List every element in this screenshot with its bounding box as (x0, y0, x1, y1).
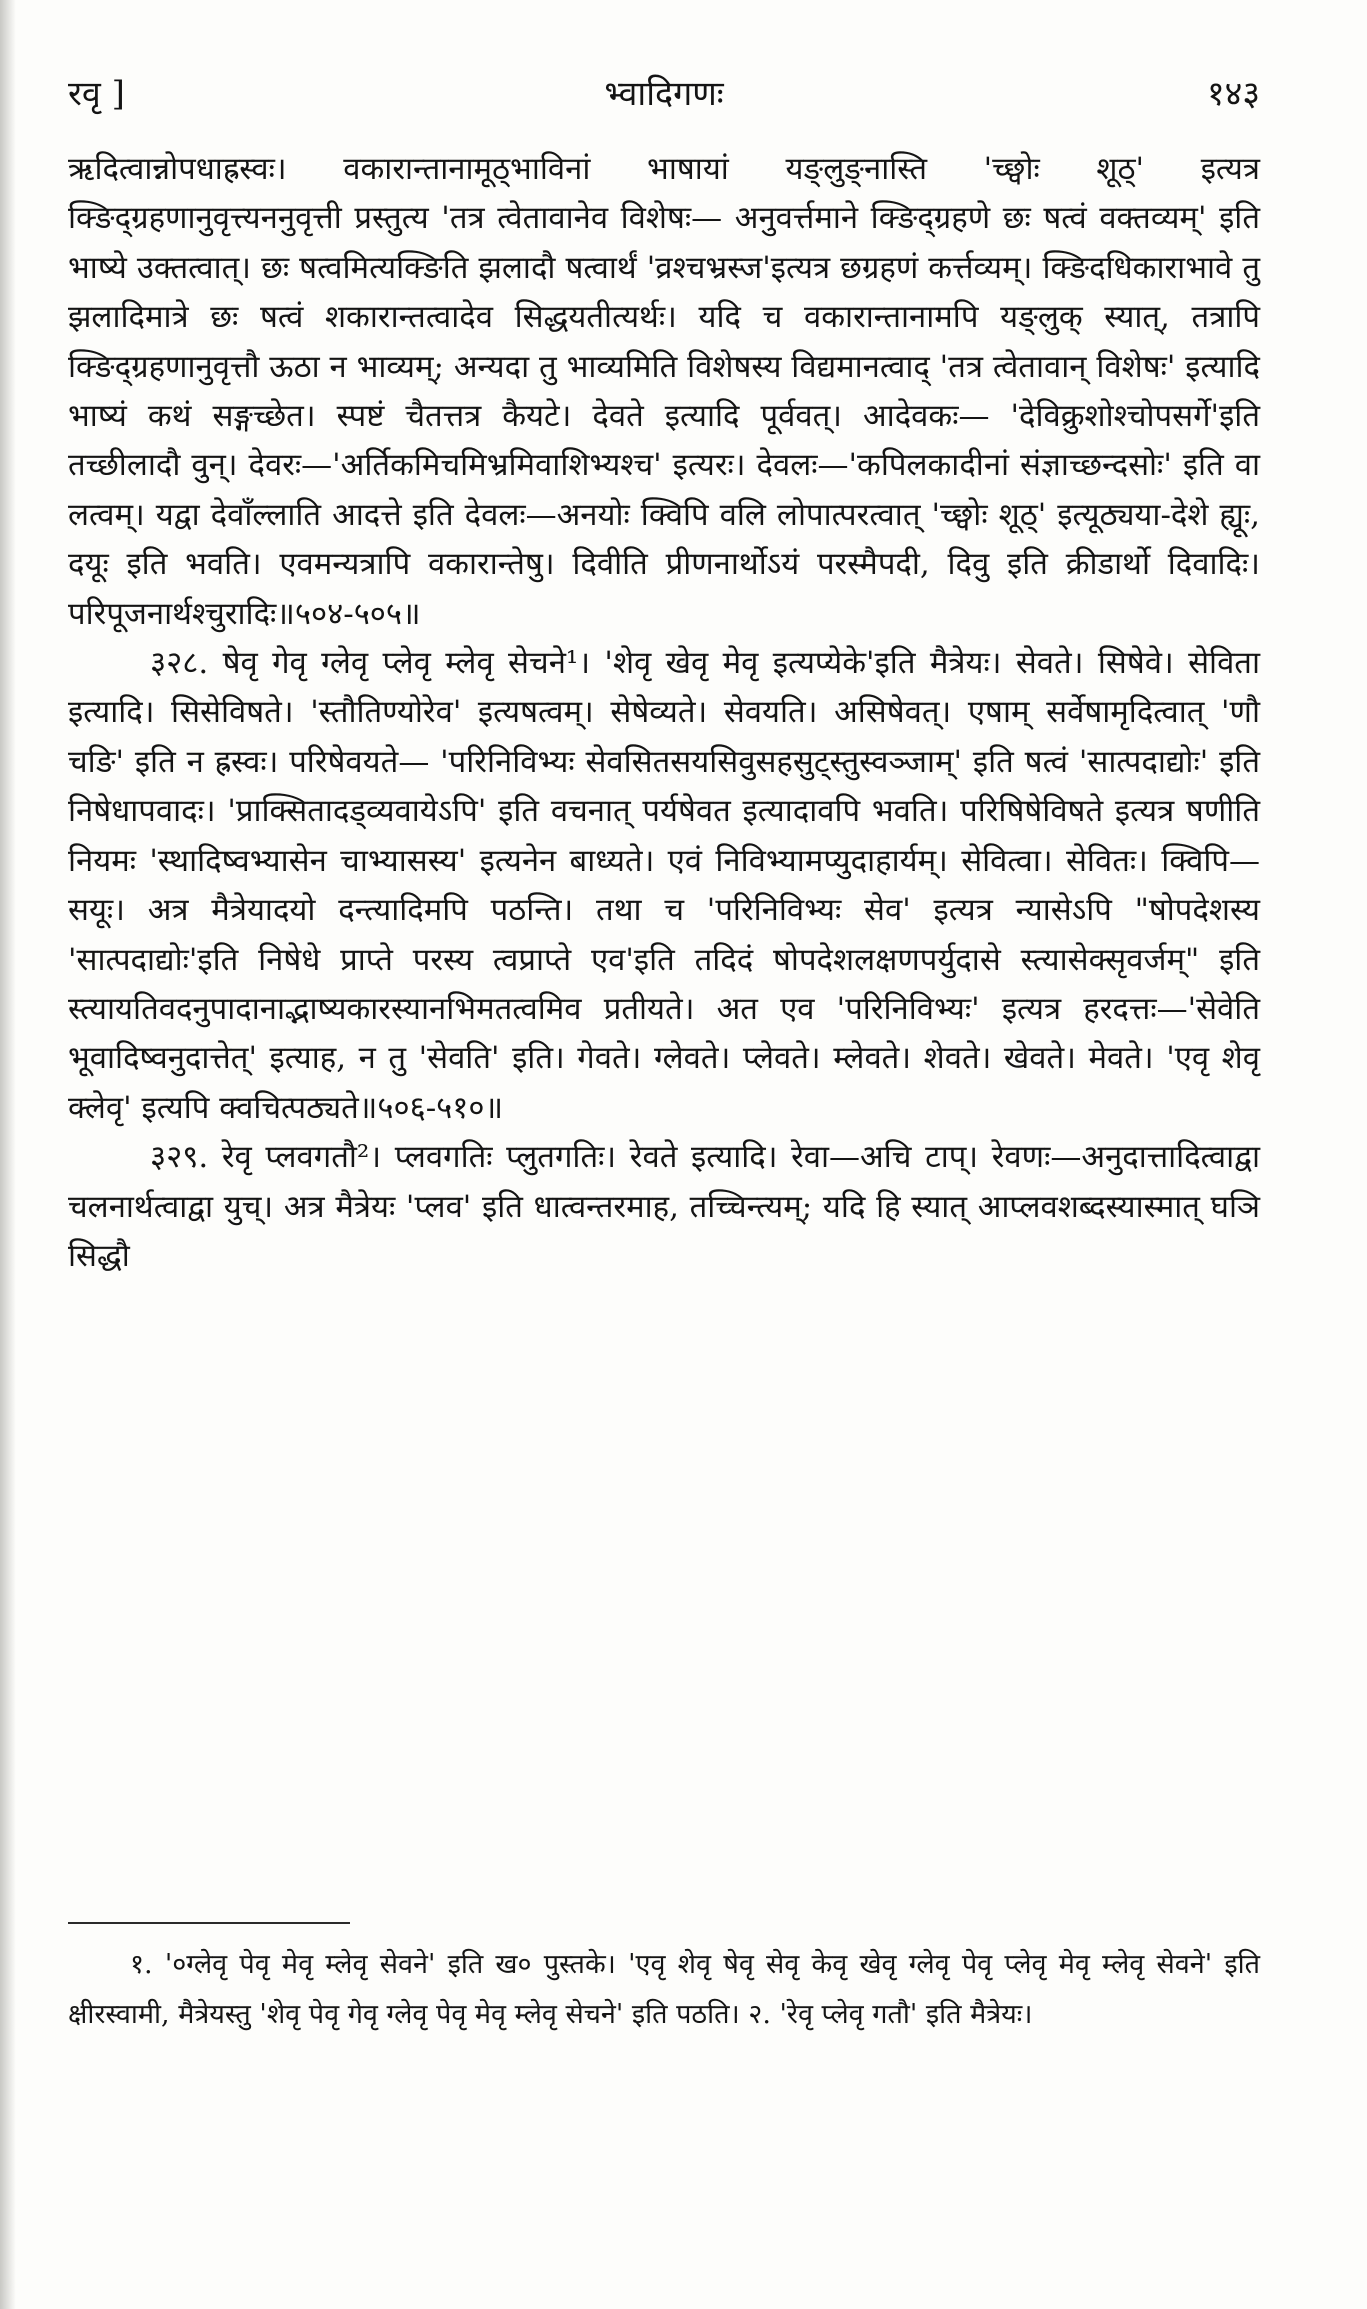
spine-shadow (0, 0, 16, 2309)
paragraph-continued: ऋदित्वान्नोपधाह्रस्वः। वकारान्तानामूठ्भाविनां भाषायां यङ्लुङ्नास्ति 'च्छ्वोः शूठ्' इत्यत्र क्ङिद्ग्रहणानुवृत्त्यननुवृत्ती प्रस्तुत्य 'तत्र त्वेतावानेव विशेषः— अनुवर्त्तमाने क्ङिद्ग्रहणे छः षत्वं वक्तव्यम्' इति भाष्ये उक्तत्वात्। छः षत्वमित्यक्ङिति झलादौ षत्वार्थं 'व्रश्चभ्रस्ज'इत्यत्र छग्रहणं कर्त्तव्यम्। क्ङिदधिकाराभावे तु झलादिमात्रे छः षत्वं शकारान्तत्वादेव सिद्धयतीत्यर्थः। यदि च वकारान्तानामपि यङ्लुक् स्यात्, तत्रापि क्ङिद्ग्रहणानुवृत्तौ ऊठा न भाव्यम्; अन्यदा तु भाव्यमिति विशेषस्य विद्यमानत्वाद् 'तत्र त्वेतावान् विशेषः' इत्यादि भाष्यं कथं सङ्गच्छेत। स्पष्टं चैतत्तत्र कैयटे। देवते इत्यादि पूर्ववत्। आदेवकः— 'देविक्रुशोश्चोपसर्गे'इति तच्छीलादौ वुन्। देवरः—'अर्तिकमिचमिभ्रमिवाशिभ्यश्च' इत्यरः। देवलः—'कपिलकादीनां संज्ञाच्छन्दसोः' इति वा लत्वम्। यद्वा देवाँल्लाति आदत्ते इति देवलः—अनयोः क्विपि वलि लोपात्परत्वात् 'च्छ्वोः शूठ्' इत्यूठ्यया-देशे ह्यूः, दयूः इति भवति। एवमन्यत्रापि वकारान्तेषु। दिवीति प्रीणनार्थोऽयं परस्मैपदी, दिवु इति क्रीडार्थो दिवादिः। परिपूजनार्थश्चुरादिः॥५०४-५०५॥ (68, 151, 1260, 632)
body-text (68, 145, 1260, 1281)
footnotes (68, 1940, 1260, 2040)
footnote-divider (68, 1922, 350, 1924)
header-left-marker: रवृ ] (68, 74, 125, 114)
page-number: १४३ (1206, 74, 1260, 114)
footnote-text: १. '०ग्लेवृ पेवृ मेवृ म्लेवृ सेवने' इति ख० पुस्तके। 'एवृ शेवृ षेवृ सेवृ केवृ खेवृ ग्लेवृ पेवृ प्लेवृ मेवृ म्लेवृ सेवने' इति क्षीरस्वामी, मैत्रेयस्तु 'शेवृ पेवृ गेवृ ग्लेवृ पेवृ मेवृ म्लेवृ सेचने' इति पठति। २. 'रेवृ प्लेवृ गतौ' इति मैत्रेयः। (68, 1949, 1260, 2030)
running-head (68, 72, 1260, 116)
paragraph-sutra-329: ३२९. रेवृ प्लवगतौ²। प्लवगतिः प्लुतगतिः। रेवते इत्यादि। रेवा—अचि टाप्। रेवणः—अनुदात्तादित्वाद्वा चलनार्थत्वाद्वा युच्। अत्र मैत्रेयः 'प्लव' इति धात्वन्तरमाह, तच्चिन्त्यम्; यदि हि स्यात् आप्लवशब्दस्यास्मात् घञि सिद्धौ (68, 1139, 1260, 1274)
paragraph-sutra-328: ३२८. षेवृ गेवृ ग्लेवृ प्लेवृ म्लेवृ सेचने¹। 'शेवृ खेवृ मेवृ इत्यप्येके'इति मैत्रेयः। सेवते। सिषेवे। सेविता इत्यादि। सिसेविषते। 'स्तौतिण्योरेव' इत्यषत्वम्। सेषेव्यते। सेवयति। असिषेवत्। एषाम् सर्वेषामृदित्वात् 'णौ चङि' इति न ह्रस्वः। परिषेवयते— 'परिनिविभ्यः सेवसितसयसिवुसहसुट्स्तुस्वञ्जाम्' इति षत्वं 'सात्पदाद्योः' इति निषेधापवादः। 'प्राक्सितादड्व्यवायेऽपि' इति वचनात् पर्यषेवत इत्यादावपि भवति। परिषिषेविषते इत्यत्र षणीति नियमः 'स्थादिष्वभ्यासेन चाभ्यासस्य' इत्यनेन बाध्यते। एवं निविभ्यामप्युदाहार्यम्। सेवित्वा। सेवितः। क्विपि— सयूः। अत्र मैत्रेयादयो दन्त्यादिमपि पठन्ति। तथा च 'परिनिविभ्यः सेव' इत्यत्र न्यासेऽपि "षोपदेशस्य 'सात्पदाद्योः'इति निषेधे प्राप्ते परस्य त्वप्राप्ते एव'इति तदिदं षोपदेशलक्षणपर्युदासे स्त्यासेक्सृवर्जम्" इति स्त्यायतिवदनुपादानाद्भाष्यकारस्यानभिमतत्वमिव प्रतीयते। अत एव 'परिनिविभ्यः' इत्यत्र हरदत्तः—'सेवेति भूवादिष्वनुदात्तेत्' इत्याह, न तु 'सेवति' इति। गेवते। ग्लेवते। प्लेवते। म्लेवते। शेवते। खेवते। मेवते। 'एवृ शेवृ क्लेवृ' इत्यपि क्वचित्पठ्यते॥५०६-५१०॥ (68, 645, 1260, 1126)
header-title: भ्वादिगणः (604, 74, 724, 114)
